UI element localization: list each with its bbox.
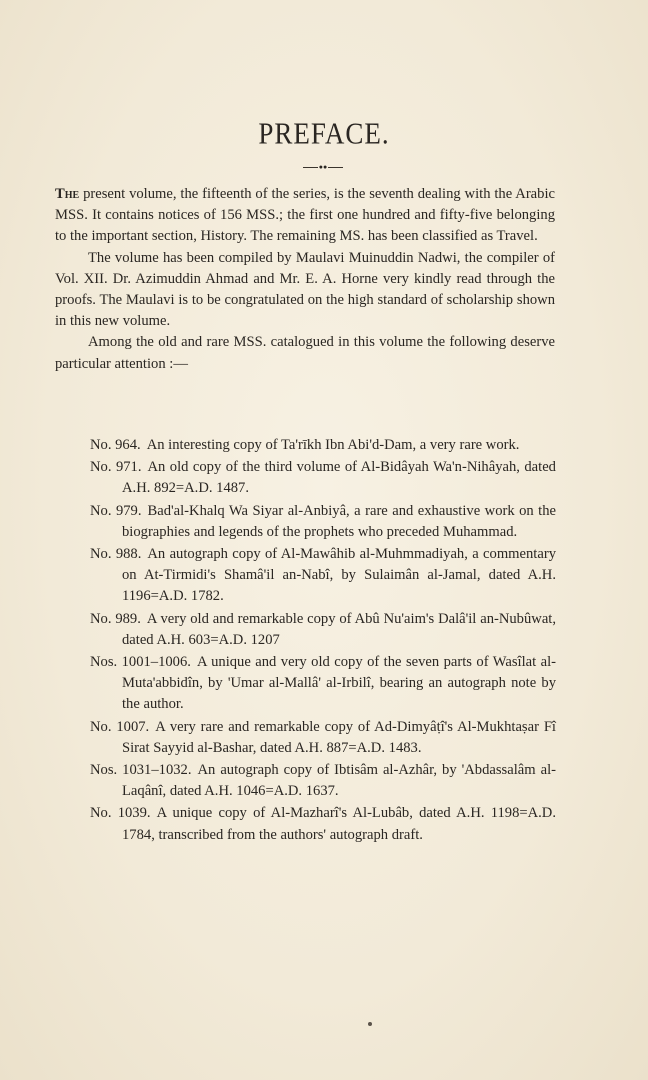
list-item — [90, 760, 556, 802]
divider-line-left — [303, 167, 318, 168]
entry-number: No. 971. — [90, 459, 142, 476]
entry-number: No. 964. — [90, 437, 141, 453]
list-item — [90, 501, 556, 543]
entry-description: A very old and remarkable copy of Abû Nu'aim's Dalâ'il an-Nubûwat, dated A.H. 603=A.D. 1207 — [122, 610, 556, 648]
entry-number: Nos. 1031–1032. — [90, 762, 192, 779]
entry-number: No. 988. — [90, 546, 142, 563]
preface-body — [55, 184, 555, 375]
entry-description: A unique copy of Al-Mazharî's Al-Lubâb, dated A.H. 1198=A.D. 1784, transcribed from the authors' autograph draft. — [122, 805, 556, 843]
title-divider — [302, 162, 344, 171]
entry-number: No. 1007. — [90, 718, 150, 735]
manuscript-list — [90, 435, 556, 847]
entry-description: An autograph copy of Ibtisâm al-Azhâr, by 'Abdassalâm al-Laqânî, dated A.H. 1046=A.D. 1637. — [122, 762, 556, 800]
ink-speck — [368, 1022, 372, 1026]
list-item — [90, 803, 556, 845]
paragraph-1 — [55, 184, 555, 248]
entry-description: An autograph copy of Al-Mawâhib al-Muhmmadiyah, a commentary on At-Tirmidi's Shamâ'il an-Nabî, by Sulaimân al-Jamal, dated A.H. 1196=A.D. 1782. — [122, 546, 556, 605]
entry-description: An old copy of the third volume of Al-Bidâyah Wa'n-Nihâyah, dated A.H. 892=A.D. 1487. — [122, 459, 556, 497]
entry-number: No. 1039. — [90, 805, 151, 822]
paragraph-1-text: present volume, the fifteenth of the series, is the seventh dealing with the Arabic MSS. It contains notices of 156 MSS.; the first one hundred and fifty-five belonging to the important section, History. The remaining MS. has been classified as Travel. — [55, 186, 555, 245]
entry-description: Bad'al-Khalq Wa Siyar al-Anbiyâ, a rare and exhaustive work on the biographies and legends of the prophets who preceded Muhammad. — [122, 502, 556, 540]
list-item — [90, 435, 556, 456]
entry-description: An interesting copy of Ta'rīkh Ibn Abi'd-Dam, a very rare work. — [146, 437, 520, 453]
entry-number: Nos. 1001–1006. — [90, 654, 191, 671]
entry-description: A unique and very old copy of the seven parts of Wasîlat al-Muta'abbidîn, by 'Umar al-Mallâ' al-Irbilî, bearing an autograph note by the author. — [122, 654, 556, 713]
entry-description: A very rare and remarkable copy of Ad-Dimyâṭî's Al-Mukhtaṣar Fî Sirat Sayyid al-Bashar, dated A.H. 887=A.D. 1483. — [122, 718, 556, 756]
list-item — [90, 457, 556, 499]
entry-number: No. 989. — [90, 610, 141, 627]
entry-number: No. 979. — [90, 502, 142, 519]
divider-ornament: ●● — [318, 162, 328, 171]
paragraph-3: Among the old and rare MSS. catalogued in this volume the following deserve particular attention :— — [55, 334, 555, 372]
list-item — [90, 717, 556, 759]
list-item — [90, 609, 556, 651]
list-item — [90, 652, 556, 716]
paragraph-1-lead: The — [55, 186, 80, 202]
page-title: PREFACE. — [258, 115, 390, 151]
divider-line-right — [328, 167, 343, 168]
list-item — [90, 544, 556, 608]
paragraph-2: The volume has been compiled by Maulavi Muinuddin Nadwi, the compiler of Vol. XII. Dr. Azimuddin Ahmad and Mr. E. A. Horne very kindly read through the proofs. The Maulavi is to be congratulated on the high standard of scholarship shown in this new volume. — [55, 249, 555, 330]
